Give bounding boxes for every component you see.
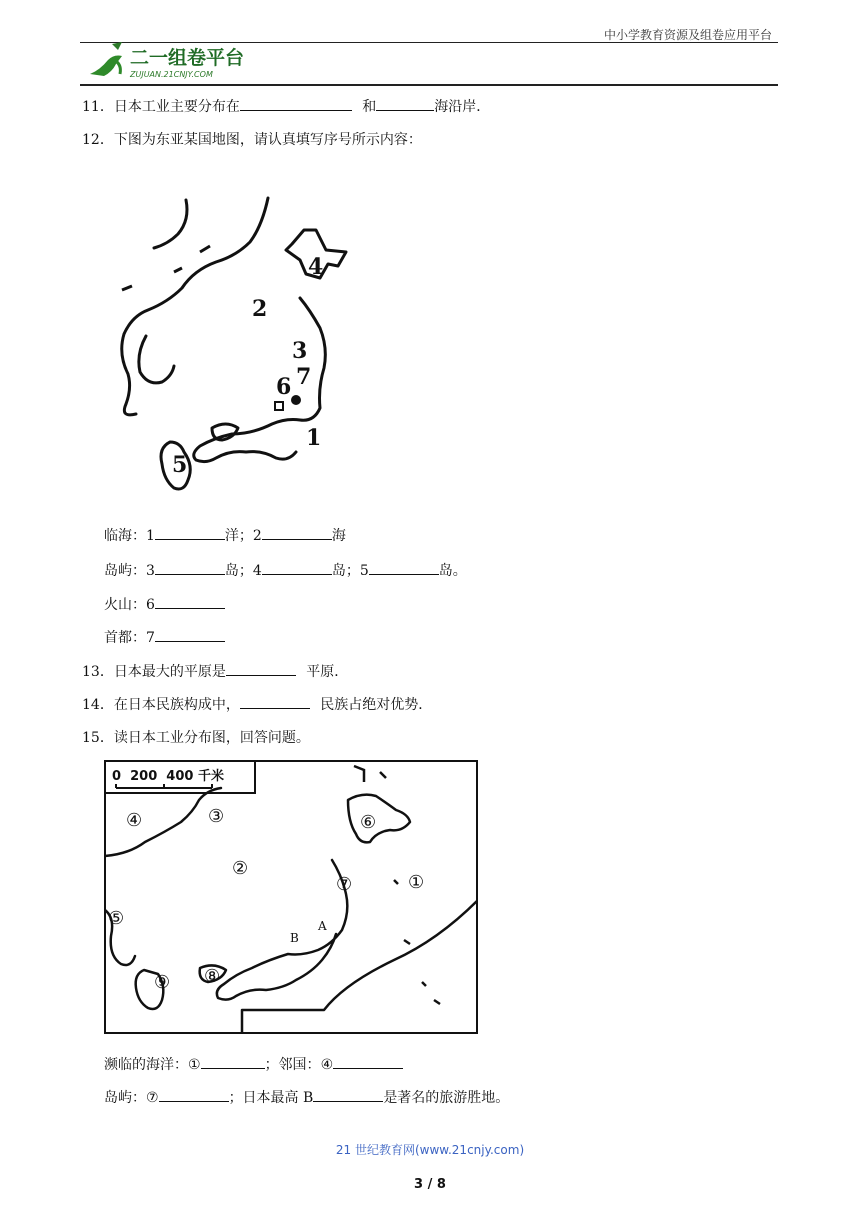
map-label-1: 1	[306, 425, 322, 451]
map-circle-9: ⑨	[154, 972, 171, 993]
answer-blank[interactable]	[226, 661, 296, 676]
scale-label: 0 200 400 千米	[112, 769, 224, 784]
map-label-3: 3	[292, 338, 308, 364]
japan-industry-map	[104, 760, 478, 1034]
map-circle-6: ⑥	[360, 812, 377, 833]
coastline-korea	[139, 336, 174, 383]
answer-blank[interactable]	[155, 560, 225, 575]
answer-blank[interactable]	[262, 525, 332, 540]
capital-dot-icon	[291, 395, 301, 405]
answer-blank[interactable]	[376, 96, 434, 111]
map-circle-1: ①	[408, 872, 425, 893]
question-11: 11．日本工业主要分布在 和 海沿岸．	[82, 96, 490, 116]
coastline-mainland	[122, 198, 268, 415]
answer-blank[interactable]	[262, 560, 332, 575]
header-platform-text: 中小学教育资源及组卷应用平台	[603, 28, 772, 42]
island-hokkaido	[348, 795, 410, 843]
map-letter-a: A	[318, 919, 327, 933]
map-circle-8: ⑧	[204, 966, 221, 987]
coastline-mainland	[154, 200, 187, 248]
logo-title: 二一组卷平台	[130, 47, 245, 69]
q12-volcano-line: 火山：6	[104, 594, 225, 614]
q12-seas-line: 临海：1 洋；2 海	[104, 525, 346, 545]
island-shikoku	[212, 424, 238, 440]
answer-blank[interactable]	[240, 694, 310, 709]
map-label-5: 5	[172, 452, 188, 478]
runner-icon	[90, 42, 122, 76]
map-circle-2: ②	[232, 858, 249, 879]
page-number: 3 / 8	[414, 1177, 446, 1192]
japan-outline-map	[100, 190, 360, 510]
coastline-mainland	[105, 788, 221, 856]
answer-blank[interactable]	[201, 1054, 265, 1069]
logo-url: ZUJUAN.21CNJY.COM	[130, 70, 213, 79]
answer-blank[interactable]	[333, 1054, 403, 1069]
volcano-marker	[275, 402, 283, 410]
question-12: 12．下图为东亚某国地图，请认真填写序号所示内容：	[82, 132, 422, 148]
site-logo	[84, 40, 284, 82]
ocean-boundary-curve	[242, 900, 478, 1032]
q15-island-line: 岛屿：⑦ ；日本最高 B 是著名的旅游胜地。	[104, 1087, 509, 1107]
q12-islands-line: 岛屿：3 岛；4 岛；5 岛。	[104, 560, 467, 580]
question-15: 15．读日本工业分布图，回答问题。	[82, 730, 310, 746]
map-label-7: 7	[296, 364, 312, 390]
q15-ocean-line: 濒临的海洋：① ；邻国：④	[104, 1054, 403, 1074]
map-circle-5: ⑤	[108, 908, 125, 929]
map-label-2: 2	[252, 296, 268, 322]
map-label-4: 4	[308, 254, 324, 280]
question-13: 13．日本最大的平原是 平原．	[82, 661, 348, 681]
q12-capital-line: 首都：7	[104, 627, 225, 647]
answer-blank[interactable]	[155, 627, 225, 642]
answer-blank[interactable]	[313, 1087, 383, 1102]
question-14: 14．在日本民族构成中， 民族占绝对优势．	[82, 694, 432, 714]
map-circle-7: ⑦	[336, 874, 353, 895]
map-circle-3: ③	[208, 806, 225, 827]
island-honshu	[217, 860, 347, 1000]
answer-blank[interactable]	[369, 560, 439, 575]
map-circle-4: ④	[126, 810, 143, 831]
answer-blank[interactable]	[155, 525, 225, 540]
answer-blank[interactable]	[159, 1087, 229, 1102]
footer-site-link[interactable]: 21 世纪教育网(www.21cnjy.com)	[335, 1143, 525, 1157]
map-label-6: 6	[276, 374, 292, 400]
header-bottom-rule	[80, 84, 778, 86]
map-letter-b: B	[290, 931, 299, 945]
answer-blank[interactable]	[155, 594, 225, 609]
answer-blank[interactable]	[240, 96, 352, 111]
